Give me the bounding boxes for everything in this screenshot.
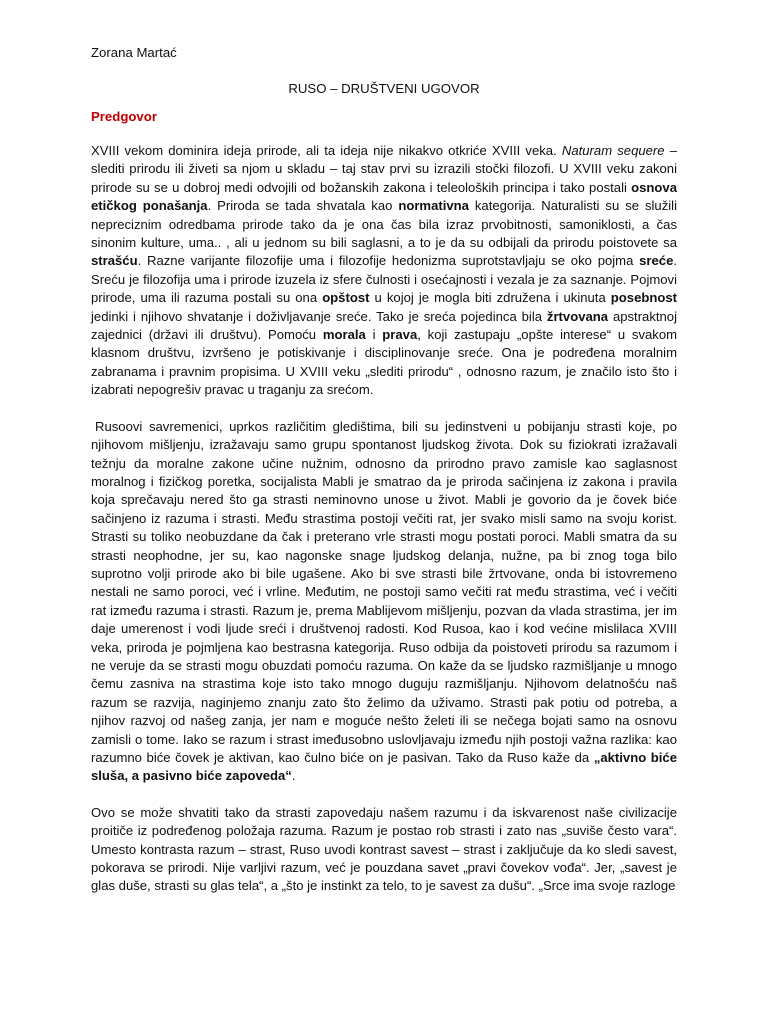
text-run: – slediti prirodu ili živeti sa njom u skladu – taj stav prvi su izrazili stočki filozofi. U XVIII veku zakoni prirode su se u dobroj medi odvojili od božanskih zakona i teleoloških principa i tako postali [91,143,678,195]
text-run: jedinki i njihovo shvatanje i doživljavanje sreće. Tako je sreća pojedinca bila [91,308,547,324]
body-paragraph-3 [91,804,677,896]
bold-emphasis: sreće [639,253,674,269]
text-run: kategorija. Naturalisti su se služili nepreciznim odredbama prirode tako da je ona čas bila izraz prvobitnosti, samoniklosti, a čas sinonim kulture, uma.. , ali u jednom su bili saglasni, a to je da su odbijali da prirodu poistovete sa [91,198,677,251]
italic-emphasis: Naturam sequere [561,143,665,158]
bold-emphasis: morala [322,327,366,343]
document-title: RUSO – DRUŠTVENI UGOVOR [288,81,480,96]
text-run: Ovo se može shvatiti tako da strasti zapovedaju našem razumu i da iskvarenost naše civilizacije proitiče iz podređenog položaja razuma. Razum je postao rob strasti i zato nas „suviše često vara“. Umesto kontrasta razum – strast, Ruso uvodi kontrast savest – strast i zaključuje da ko sledi savest, pokorava se prirodi. Nije varljivi razum, već je pouzdana savet „pravi čovekov vođa“. Jer, „savest je glas duše, strasti su glas tela“, a „što je instinkt za telo, to je savest za dušu“. „Srce ima svoje razloge [91,804,677,894]
body-paragraph-1 [91,142,677,400]
text-run: . [291,768,296,784]
text-run: . Razne varijante filozofije uma i filozofije hedonizma suprotstavljaju se oko pojma [137,253,640,269]
text-run: i [365,327,383,343]
author-name: Zorana Martać [91,45,177,60]
bold-emphasis: strašću [91,253,138,269]
text-run: apstraktnoj zajednici (državi ili društvu). Pomoću [91,308,677,343]
text-run: XVIII vekom dominira ideja prirode, ali ta ideja nije nikakvo otkriće XVIII veka. [91,143,562,158]
bold-emphasis: opštost [322,290,370,306]
text-run: u kojoj je mogla biti združena i ukinuta [369,290,611,306]
text-run: , koji zastupaju „opšte interese“ u svakom klasnom društvu, izvršeno je potiskivanje i disciplinovanje sreće. Ona je podređena moralnim zabranama i pravnim propisima. U XVIII veku „slediti prirodu“ , odnosno razum, je značilo isto što i izabrati nepogrešiv pravac u traganju za srećom. [91,327,678,398]
text-run: . Sreću je filozofija uma i prirode izuzela iz sfere čulnosti i osećajnosti i vezala je za saznanje. Pojmovi prirode, uma ili razuma postali su ona [91,253,677,306]
bold-emphasis: posebnost [610,290,677,306]
text-run: Rusoovi savremenici, uprkos različitim gledištima, bili su jedinstveni u pobijanju strasti koje, po njihovom mišljenju, izražavaju samo grupu spontanost ljudskog života. Dok su fiziokrati izražavali težnju da moralne zakone učine nužnim, odnosno da prirodno pravo zamisle kao saglasnost moralnog i fizičkog poretka, socijalista Mabli je smatrao da je priroda sačinjena iz zakona i pravila koja sprečavaju nered što ga strasti neminovno unose u život. Mabli je govorio da je čovek biće sačinjeno iz razuma i strasti. Među strastima postoji večiti rat, jer svako misli samo na svoju korist. Strasti su toliko neobuzdane da čak i preterano vrle strasti mogu postati poroci. Mabli smatra da su strasti neophodne, jer su, kao nagonske snage ljudskog delanja, nužne, pa bi znog toga bilo suprotno volji prirode ako bi bile ugašene. Ako bi sve strasti bile žrtvovane, onda bi istovremeno nestali ne samo poroci, već i vrline. Međutim, ne postoji samo večiti rat među strastima, već i večiti rat između razuma i strasti. Razum je, prema Mablijevom mišljenju, pozvan da vlada strastima, jer im daje umerenost i vodi ljude sreći i društvenoj radosti. Kod Rusoa, kao i kod većine mislilaca XVIII veka, priroda je pojmljena kao bestrasna kategorija. Ruso odbija da poistoveti prirodu sa razumom i ne veruje da se strasti mogu obuzdati pomoću razuma. On kaže da se ljudsko razmišljanje u mnogo čemu zasniva na strastima koje isto tako mnogo duguju razmišljanju. Njihovom delatnošću naš razum se razvija, naginjemo znanju zato što želimo da uživamo. Strasti pak potiu od potreba, a njihov razvoj od našeg zanja, jer nam e moguće nešto želeti ili se nečega bojati samo na osnovu zamisli o tome. Iako se razum i strast imeđusobno uslovljavaju između njih postoji važna razlika: kao razumno biće čovek je aktivan, kao čulno biće on je pasivan. Tako da Ruso kaže da [91,418,677,765]
section-heading: Predgovor [91,109,157,124]
bold-emphasis: „aktivno biće sluša, a pasivno biće zapoveda“ [91,750,677,784]
bold-emphasis: žrtvovana [546,308,609,324]
text-run: . Priroda se tada shvatala kao [207,198,399,214]
bold-emphasis: normativna [398,198,469,214]
bold-emphasis: osnova etičkog ponašanja [91,179,677,214]
bold-emphasis: prava [382,327,418,343]
body-paragraph-2 [91,418,677,786]
